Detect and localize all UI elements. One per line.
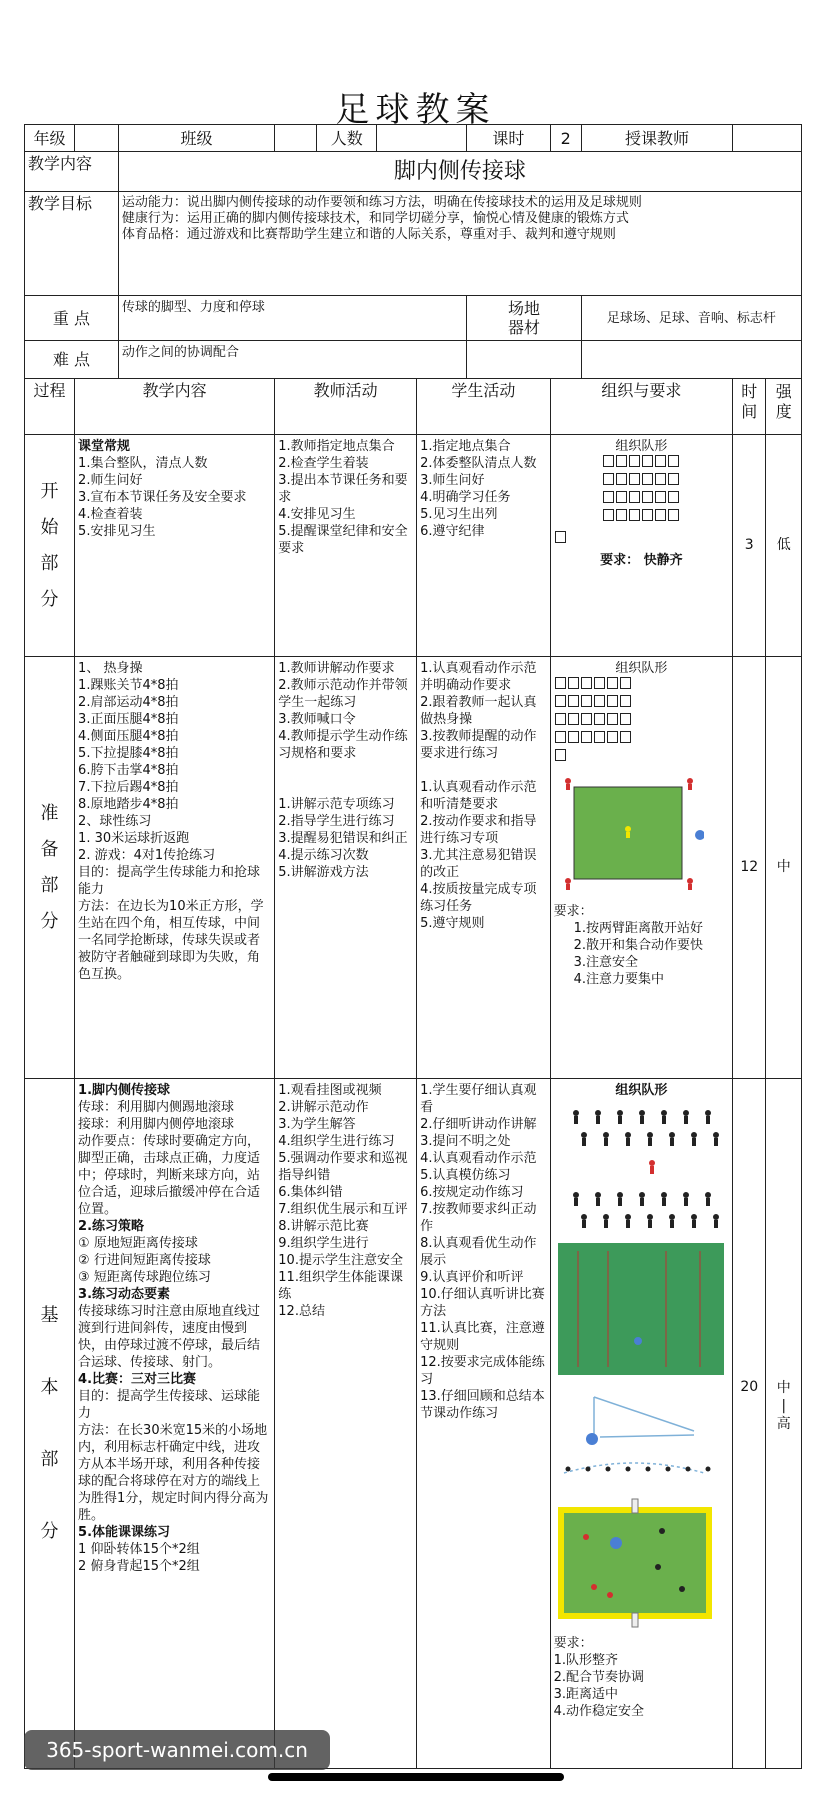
goal-line: 健康行为：运用正确的脚内侧传接球技术，和同学切磋分享，愉悦心情及健康的锻炼方式 xyxy=(121,211,629,226)
time-value: 12 xyxy=(733,657,766,1079)
org-title: 组织队形 xyxy=(615,661,668,676)
stage-label: 开 始 部 分 xyxy=(25,435,75,657)
org-title: 组织队形 xyxy=(615,1083,668,1098)
goals-text xyxy=(118,192,801,296)
student-activity: 1.指定地点集合 2.体委整队清点人数 3.师生问好 4.明确学习任务 5.见习生出列 6.遵守纪律 xyxy=(417,435,550,657)
header-row xyxy=(25,125,802,152)
intensity-value: 低 xyxy=(766,435,802,657)
column-header-row xyxy=(25,379,802,435)
goal-line: 运动能力：说出脚内侧传接球的动作要领和练习方法，明确在传接球技术的运用及足球规则 xyxy=(121,195,642,210)
org-requirement: 1.队形整齐 2.配合节奏协调 3.距离适中 4.动作稳定安全 xyxy=(553,1653,644,1719)
teacher-activity: 1.教师讲解动作要求 2.教师示范动作并带领学生一起练习 3.教师喊口令 4.教师提示学生动作练习规格和要求 1.讲解示范专项练习 2.指导学生进行练习 3.提醒易犯错误和纠正 4.提示练习次数 5.讲解游戏方法 xyxy=(275,657,417,1079)
hours-value: 2 xyxy=(550,125,581,152)
organization-cell xyxy=(550,657,733,1079)
ball-icon xyxy=(586,1433,598,1445)
col-teacher: 教师活动 xyxy=(275,379,417,435)
content-block-text: 传球：利用脚内侧踢地滚球 接球：利用脚内侧停地滚球 动作要点：传球时要确定方向，脚型正确，击球点正确，力度适中；停球时，判断来球方向，站位合适，迎球后撤缓冲停在合适位置。 xyxy=(78,1100,261,1217)
col-intensity: 强 度 xyxy=(766,379,802,435)
section-main xyxy=(25,1079,802,1769)
org-requirement: 1.按两臂距离散开站好 2.散开和集合动作要快 3.注意安全 4.注意力要集中 xyxy=(573,921,703,987)
student-activity: 1.认真观看动作示范并明确动作要求 2.跟着教师一起认真做热身操 3.按教师提醒的动作要求进行练习 1.认真观看动作示范和听清楚要求 2.按动作要求和指导进行练习专项 3.尤其注意易犯错误的改正 4.按质按量完成专项练习任务 5.遵守规则 xyxy=(417,657,550,1079)
goals-row xyxy=(25,192,802,296)
coach-icon xyxy=(634,1337,642,1345)
grade-value xyxy=(75,125,119,152)
content-block-title: 3.练习动态要素 xyxy=(78,1287,171,1302)
col-content: 教学内容 xyxy=(75,379,275,435)
intensity-value: 中 xyxy=(766,657,802,1079)
stage-label: 准 备 部 分 xyxy=(25,657,75,1079)
ball-icon xyxy=(610,1537,622,1549)
organization-cell xyxy=(550,1079,733,1769)
teacher-marker-icon xyxy=(555,531,566,543)
class-value xyxy=(275,125,317,152)
player-red-icon xyxy=(565,878,571,890)
goal-post-icon xyxy=(632,1499,638,1513)
hours-label: 课时 xyxy=(467,125,550,152)
time-value: 20 xyxy=(733,1079,766,1769)
content-label: 教学内容 xyxy=(25,152,119,192)
player-red-icon xyxy=(687,778,693,790)
teacher-value xyxy=(733,125,802,152)
org-requirement-label: 要求： xyxy=(553,1636,593,1651)
teacher-activity: 1.观看挂图或视频 2.讲解示范动作 3.为学生解答 4.组织学生进行练习 5.强调动作要求和巡视指导纠错 6.集体纠错 7.组织优生展示和互评 8.讲解示范比赛 9.组织学生进行 10.提示学生注意安全 11.组织学生体能课课练 12.总结 xyxy=(275,1079,417,1769)
teacher-label: 授课教师 xyxy=(581,125,732,152)
difficulty-blank xyxy=(467,341,582,379)
student-activity: 1.学生要仔细认真观看 2.仔细听讲动作讲解 3.提问不明之处 4.认真观看动作示范 5.认真模仿练习 6.按规定动作练习 7.按教师要求纠正动作 8.认真观看优生动作展示 9.认真评价和听评 10.仔细认真听讲比赛方法 11.认真比赛，注意遵守规则 12.按要求完成体能练习 13.仔细回顾和总结本节课动作练习 xyxy=(417,1079,550,1769)
content-block-title: 5.体能课课练习 xyxy=(78,1525,171,1540)
org-title: 组织队形 xyxy=(615,439,668,454)
org-requirement-label: 要求： xyxy=(553,904,593,919)
col-student: 学生活动 xyxy=(417,379,550,435)
count-label: 人数 xyxy=(316,125,376,152)
key-value: 传球的脚型、力度和停球 xyxy=(118,296,466,341)
home-indicator[interactable] xyxy=(268,1773,564,1781)
players-line xyxy=(565,1467,710,1472)
venue-label: 场地 器材 xyxy=(467,296,582,341)
lesson-plan-table xyxy=(24,124,802,1769)
difficulty-blank xyxy=(581,341,801,379)
difficulty-label: 难 点 xyxy=(25,341,119,379)
game-field xyxy=(564,1513,706,1613)
running-path-diagram xyxy=(564,1397,704,1473)
formation-grid-icon xyxy=(554,677,730,767)
content-block-text: ① 原地短距离传接球 ② 行进间短距离传接球 ③ 短距离传球跑位练习 xyxy=(78,1236,211,1285)
section-content xyxy=(75,435,275,657)
content-text: 1.集合整队，清点人数 2.师生问好 3.宣布本节课任务及安全要求 4.检查着装 5.安排见习生 xyxy=(78,456,247,539)
stage-label: 基 本 部 分 xyxy=(25,1079,75,1769)
formation-grid-icon xyxy=(554,455,730,527)
col-time: 时 间 xyxy=(733,379,766,435)
ball-icon xyxy=(695,830,704,840)
class-label: 班级 xyxy=(118,125,274,152)
difficulty-value: 动作之间的协调配合 xyxy=(118,341,466,379)
section-content xyxy=(75,1079,275,1769)
content-row xyxy=(25,152,802,192)
goal-line: 体育品格：通过游戏和比赛帮助学生建立和谐的人际关系，尊重对手、裁判和遵守规则 xyxy=(121,227,616,242)
teacher-red-icon xyxy=(649,1160,655,1174)
content-block-title: 2.练习策略 xyxy=(78,1219,145,1234)
content-title: 课堂常规 xyxy=(78,439,131,454)
grade-label: 年级 xyxy=(25,125,75,152)
time-value: 3 xyxy=(733,435,766,657)
col-org: 组织与要求 xyxy=(550,379,733,435)
player-red-icon xyxy=(687,878,693,890)
teacher-activity: 1.教师指定地点集合 2.检查学生着装 3.提出本节课任务和要求 4.安排见习生 5.提醒课堂纪律和安全要求 xyxy=(275,435,417,657)
section-preparation xyxy=(25,657,802,1079)
content-text: 1、 热身操 1.踝账关节4*8拍 2.肩部运动4*8拍 3.正面压腿4*8拍 4.侧面压腿4*8拍 5.下拉提膝4*8拍 6.胯下击掌4*8拍 7.下拉后踢4*8拍 8.原地踏步4*8拍 2、球性练习 1. 30米运球折返跑 2. 游戏：4对1传抢练习 目的：提高学生传球能力和抢球能力 方法：在边长为10米正方形，学生站在四个角，相互传球，中间一名同学抢断球，传球失误或者被防守者触碰到球即为失败，角色互换。 xyxy=(75,657,275,1079)
count-value xyxy=(377,125,467,152)
section-opening xyxy=(25,435,802,657)
venue-value: 足球场、足球、音响、标志杆 xyxy=(581,296,801,341)
col-process: 过程 xyxy=(25,379,75,435)
content-block-title: 4.比赛：三对三比赛 xyxy=(78,1372,197,1387)
content-value: 脚内侧传接球 xyxy=(118,152,801,192)
four-corner-drill-diagram xyxy=(554,773,704,897)
intensity-value: 中 | 高 xyxy=(766,1079,802,1769)
passing-drill-field xyxy=(558,1243,724,1375)
content-block-title: 1.脚内侧传接球 xyxy=(78,1083,171,1098)
watermark-link[interactable]: 365-sport-wanmei.com.cn xyxy=(24,1730,330,1770)
main-formation-diagrams xyxy=(554,1101,726,1631)
document-title: 足球教案 xyxy=(335,90,496,130)
students-formation xyxy=(573,1110,719,1228)
goals-label: 教学目标 xyxy=(25,192,119,296)
org-requirement: 要求： 快静齐 xyxy=(600,553,683,568)
organization-cell xyxy=(550,435,733,657)
key-row xyxy=(25,296,802,341)
content-block-text: 1 仰卧转体15个*2组 2 俯身背起15个*2组 xyxy=(78,1542,200,1574)
player-red-icon xyxy=(565,778,571,790)
content-block-text: 传接球练习时注意由原地直线过渡到行进间斜传，速度由慢到快，由停球过渡不停球，最后结合运球、传接球、射门。 xyxy=(78,1304,261,1370)
difficulty-row xyxy=(25,341,802,379)
content-block-text: 目的：提高学生传接球、运球能力 方法：在长30米宽15米的小场地内，利用标志杆确定中线，进攻方从本半场开球，利用各种传接球的配合将球停在对方的端线上为胜得1分，规定时间内得分高为胜。 xyxy=(78,1389,269,1523)
key-label: 重 点 xyxy=(25,296,119,341)
goal-post-icon xyxy=(632,1613,638,1627)
